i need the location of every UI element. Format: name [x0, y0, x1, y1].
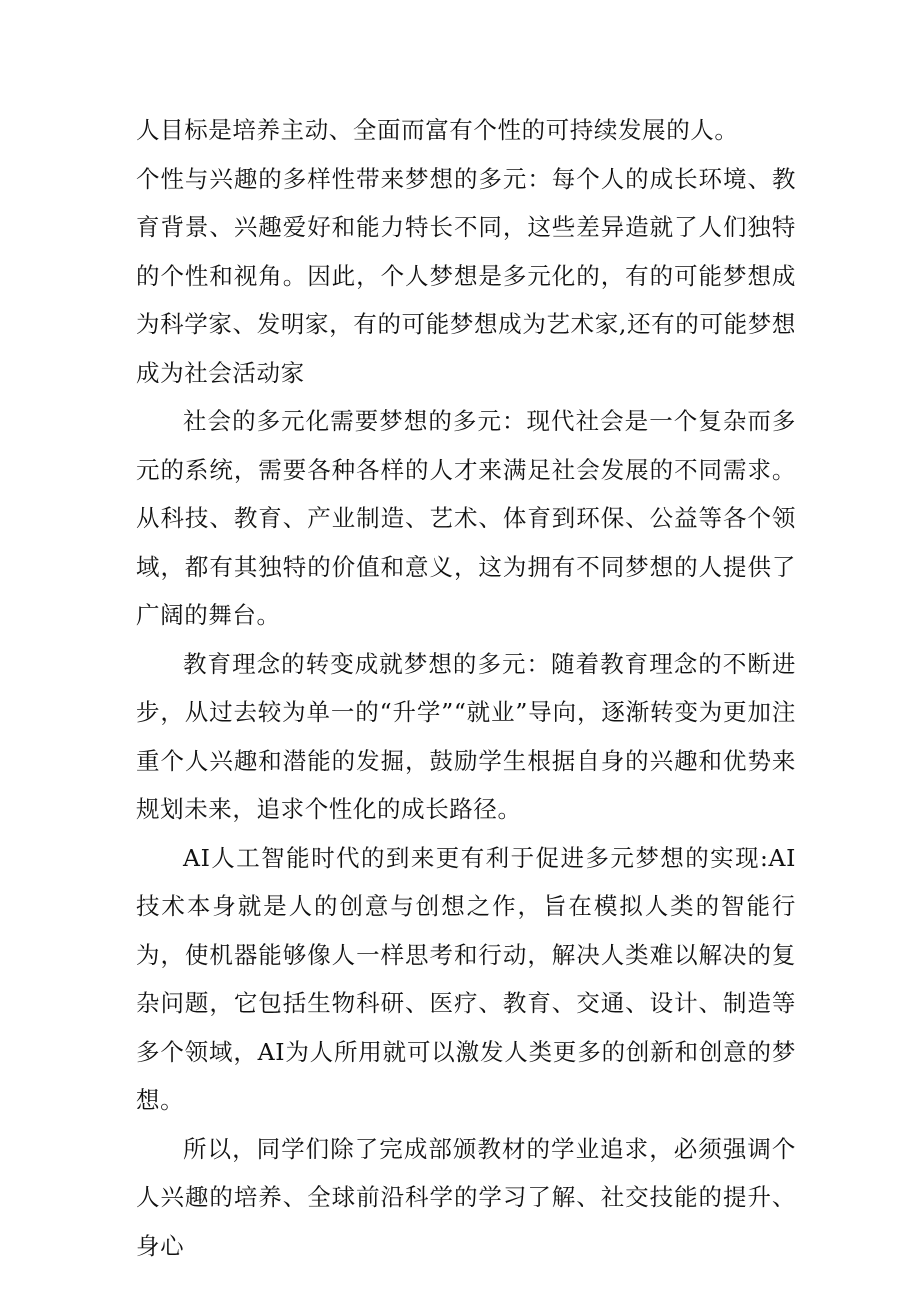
- document-body: [136, 106, 796, 1270]
- paragraph-2: 个性与兴趣的多样性带来梦想的多元：每个人的成长环境、教育背景、兴趣爱好和能力特长不同，这些差异造就了人们独特的个性和视角。因此，个人梦想是多元化的，有的可能梦想成为科学家、发明家，有的可能梦想成为艺术家,还有的可能梦想成为社会活动家: [136, 164, 796, 387]
- paragraph-4: 教育理念的转变成就梦想的多元：随着教育理念的不断进步，从过去较为单一的“升学”“就业”导向，逐渐转变为更加注重个人兴趣和潜能的发掘，鼓励学生根据自身的兴趣和优势来规划未来，追求个性化的成长路径。: [136, 649, 796, 823]
- paragraph-6: 所以，同学们除了完成部颁教材的学业追求，必须强调个人兴趣的培养、全球前沿科学的学习了解、社交技能的提升、身心: [136, 1134, 796, 1260]
- paragraph-5: AI人工智能时代的到来更有利于促进多元梦想的实现:AI技术本身就是人的创意与创想之作，旨在模拟人类的智能行为，使机器能够像人一样思考和行动，解决人类难以解决的复杂问题，它包括生物科研、医疗、教育、交通、设计、制造等多个领域，AI为人所用就可以激发人类更多的创新和创意的梦想。: [136, 843, 796, 1114]
- paragraph-3: 社会的多元化需要梦想的多元：现代社会是一个复杂而多元的系统，需要各种各样的人才来满足社会发展的不同需求。从科技、教育、产业制造、艺术、体育到环保、公益等各个领域，都有其独特的价值和意义，这为拥有不同梦想的人提供了广阔的舞台。: [136, 407, 796, 629]
- paragraph-1: 人目标是培养主动、全面而富有个性的可持续发展的人。: [136, 116, 739, 144]
